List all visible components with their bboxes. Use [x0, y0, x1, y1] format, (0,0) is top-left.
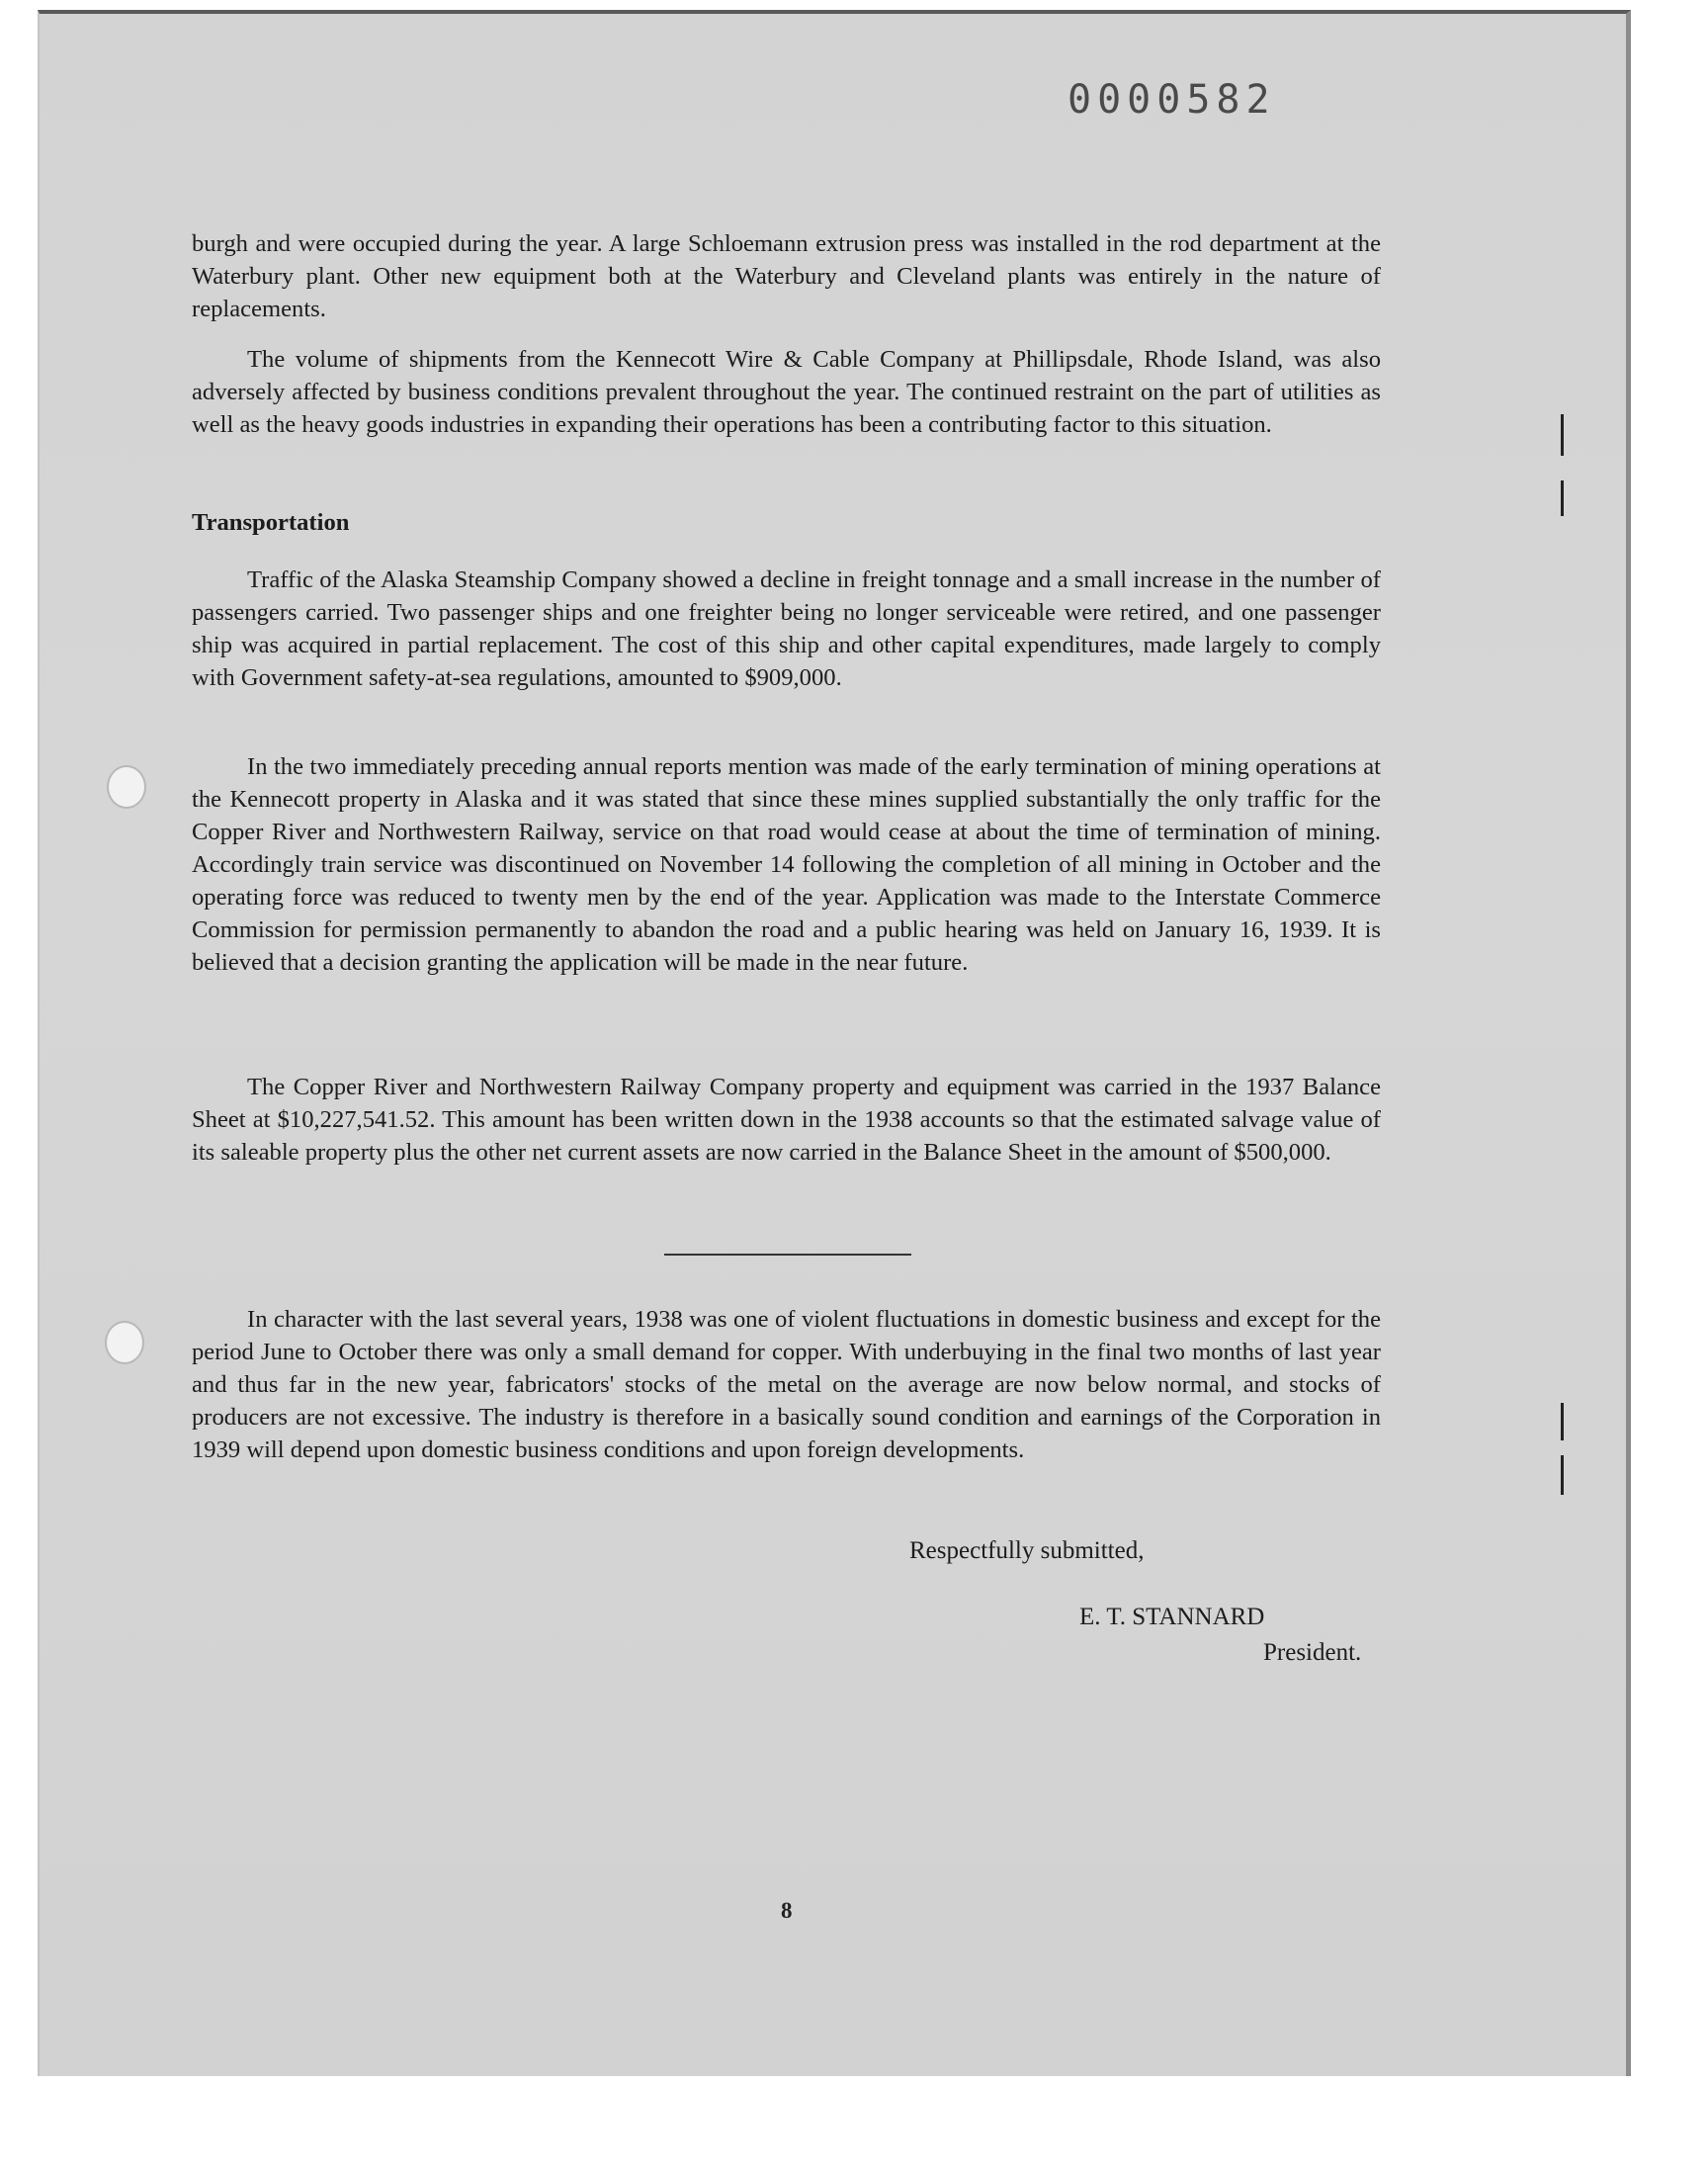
margin-mark [1561, 1455, 1564, 1495]
signatory-title: President. [1263, 1639, 1362, 1666]
paragraph-railway-termination: In the two immediately preceding annual reports mention was made of the early termination of mining operations at the Kennecott property in Alaska and it was stated that since these mines supplied substantially the only traffic for the Copper River and Northwestern Railway, service on that road would cease at about the time of termination of mining. Accordingly train service was discontinued on November 14 following the completion of all mining in October and the operating force was reduced to twenty men by the end of the year. Application was made to the Interstate Commerce Commission for permission permanently to abandon the road and a public hearing was held on January 16, 1939. It is believed that a decision granting the application will be made in the near future. [192, 753, 1381, 976]
paragraph-outlook: In character with the last several years, 1938 was one of violent fluctuations in domestic business and except for the period June to October there was only a small demand for copper. With underbuying in the final two months of last year and thus far in the new year, fabricators' stocks of the metal on the average are now below normal, and stocks of producers are not excessive. The industry is therefore in a basically sound condition and earnings of the Corporation in 1939 will depend upon domestic business conditions and upon foreign developments. [192, 1306, 1381, 1463]
signatory-name: E. T. STANNARD [1079, 1604, 1265, 1630]
punch-hole-bottom [105, 1321, 144, 1364]
paragraph-railway-balance: The Copper River and Northwestern Railway Company property and equipment was carried in the 1937 Balance Sheet at $10,227,541.52. This amount has been written down in the 1938 accounts so that the estimated salvage value of its saleable property plus the other net current assets are now carried in the Balance Sheet in the amount of $500,000. [192, 1074, 1381, 1166]
section-divider [664, 1254, 911, 1256]
document-stamp-number: 0000582 [1068, 77, 1276, 123]
paragraph-continuation: burgh and were occupied during the year. A large Schloemann extrusion press was installed in the rod department at the Waterbury plant. Other new equipment both at the Waterbury and Cleveland plants was entirely in the nature of replacements. [192, 230, 1381, 322]
paragraph-steamship: Traffic of the Alaska Steamship Company showed a decline in freight tonnage and a small increase in the number of passengers carried. Two passenger ships and one freighter being no longer serviceable were retired, and one passenger ship was acquired in partial replacement. The cost of this ship and other capital expenditures, made largely to comply with Government safety-at-sea regulations, amounted to $909,000. [192, 566, 1381, 691]
punch-hole-top [107, 765, 146, 809]
paragraph-wire-cable: The volume of shipments from the Kennecott Wire & Cable Company at Phillipsdale, Rhode Island, was also adversely affected by business conditions prevalent throughout the year. The continued restraint on the part of utilities as well as the heavy goods industries in expanding their operations has been a contributing factor to this situation. [192, 346, 1381, 438]
margin-mark [1561, 480, 1564, 516]
closing-salutation: Respectfully submitted, [909, 1537, 1145, 1564]
page-number: 8 [781, 1898, 793, 1923]
section-heading: Transportation [192, 509, 350, 536]
margin-mark [1561, 414, 1564, 456]
margin-mark [1561, 1403, 1564, 1440]
